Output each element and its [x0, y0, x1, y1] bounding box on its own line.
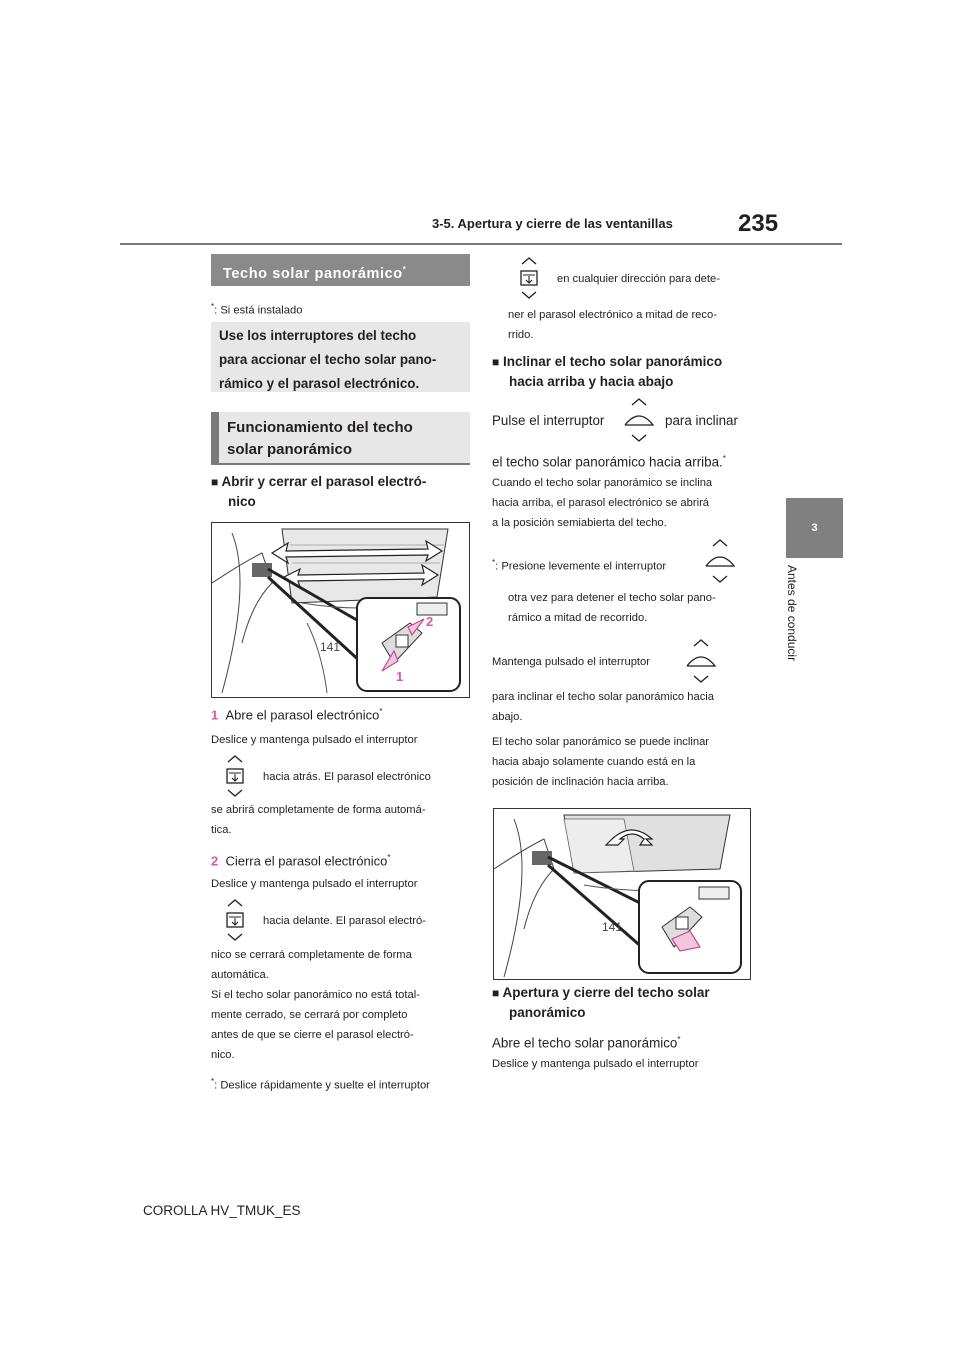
tilt-switch-icon: [703, 538, 737, 589]
main-heading: Techo solar panorámico*: [211, 254, 470, 286]
subsection-tilt: ■ Inclinar el techo solar panorámico hacia arriba y hacia abajo: [492, 354, 723, 389]
tilt-pre: Pulse el interruptor: [492, 413, 605, 428]
section-title: 3-5. Apertura y cierre de las ventanillas: [432, 216, 673, 231]
hold-pre: Mantenga pulsado el interruptor: [492, 656, 650, 668]
step-1-text: Deslice y mantenga pulsado el interruptor: [211, 734, 418, 746]
svg-text:141: 141: [320, 640, 341, 654]
chapter-label: Antes de conducir: [785, 565, 799, 662]
hold-text: para inclinar el techo solar panorámico hacia abajo.: [492, 691, 715, 723]
tilt-illustration: [494, 809, 750, 979]
step-1-text-2: se abrirá completamente de forma automá- tica.: [211, 804, 426, 836]
slide-switch-icon: [224, 898, 246, 947]
tilt-switch-icon: [684, 638, 718, 689]
slide-switch-icon: [518, 256, 540, 305]
tilt-line-2: el techo solar panorámico hacia arriba.*: [492, 454, 726, 470]
tilt-switch-icon: [622, 397, 656, 448]
header-rule: [120, 243, 842, 245]
tilt-footnote-text: otra vez para detener el techo solar pano- rámico a mitad de recorrido.: [508, 592, 716, 624]
subsection-open: ■ Apertura y cierre del techo solar panorámico: [492, 985, 710, 1020]
model-footer: COROLLA HV_TMUK_ES: [143, 1203, 301, 1218]
top-icon-text: en cualquier dirección para dete-: [557, 273, 720, 285]
intro-note: Use los interruptores del techo para accionar el techo solar pano- rámico y el parasol electrónico.: [211, 322, 470, 392]
step-1-icon-text: hacia atrás. El parasol electrónico: [263, 771, 431, 783]
tilt-text: Cuando el techo solar panorámico se inclina hacia arriba, el parasol electrónico se abrirá a la posición semiabierta del techo.: [492, 477, 713, 529]
subsection-sunshade: ■ Abrir y cerrar el parasol electró- nico: [211, 474, 427, 509]
svg-text:141: 141: [602, 920, 623, 934]
open-heading: Abre el techo solar panorámico*: [492, 1035, 681, 1051]
footnote: *: Deslice rápidamente y suelte el interruptor: [211, 1077, 430, 1092]
installed-note: *: Si está instalado: [211, 302, 303, 317]
section-heading: Funcionamiento del techo solar panorámico: [211, 412, 470, 465]
step-1-heading: 1 Abre el parasol electrónico*: [211, 707, 383, 723]
chapter-tab: 3: [786, 498, 843, 558]
tilt-figure: [493, 808, 751, 980]
tilt-footnote: *: Presione levemente el interruptor: [492, 558, 667, 573]
step-2-text: Deslice y mantenga pulsado el interruptor: [211, 878, 418, 890]
tilt-post: para inclinar: [665, 413, 738, 428]
step-2-text-2: nico se cerrará completamente de forma automática.: [211, 949, 412, 981]
slide-switch-icon: [224, 754, 246, 803]
sunshade-illustration: [212, 523, 469, 697]
figure-label-2: 2: [426, 614, 434, 629]
page-number: 235: [738, 210, 779, 237]
hold-text-2: El techo solar panorámico se puede inclinar hacia abajo solamente cuando está en la posición de inclinación hacia arriba.: [492, 736, 710, 788]
open-text: Deslice y mantenga pulsado el interruptor: [492, 1058, 699, 1070]
top-text: ner el parasol electrónico a mitad de reco- rrido.: [508, 309, 717, 341]
figure-label-1: 1: [396, 669, 404, 684]
step-2-heading: 2 Cierra el parasol electrónico*: [211, 853, 391, 869]
step-2-icon-text: hacia delante. El parasol electró-: [263, 915, 426, 927]
step-2-text-3: Si el techo solar panorámico no está total- mente cerrado, se cerrará por completo antes de que se cierre el parasol electró- nico.: [211, 989, 420, 1061]
sunshade-figure: [211, 522, 470, 698]
